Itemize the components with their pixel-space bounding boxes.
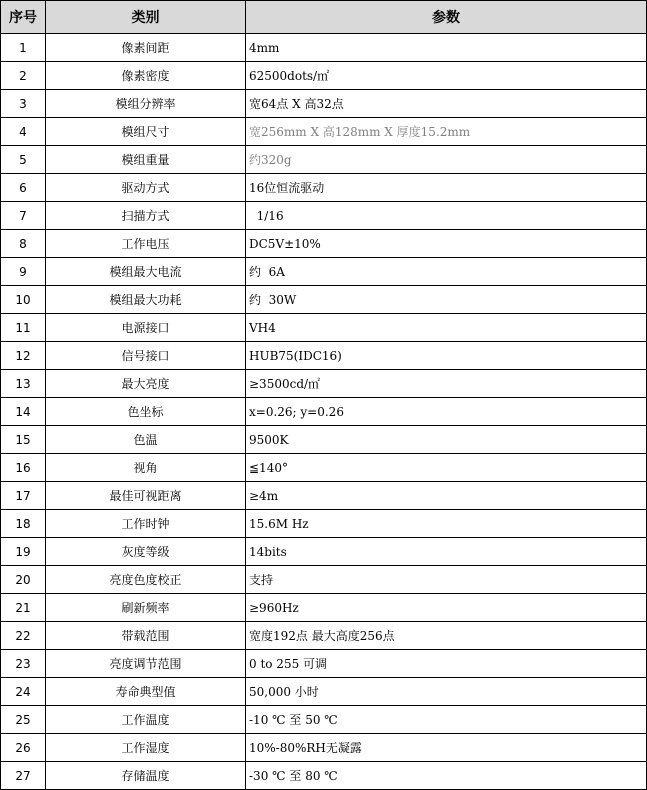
row-category: 灰度等级 [46, 538, 246, 566]
row-value: 宽度192点 最大高度256点 [246, 622, 647, 650]
row-index: 15 [1, 426, 46, 454]
row-value: HUB75(IDC16) [246, 342, 647, 370]
table-row [1, 62, 647, 90]
table-row [1, 174, 647, 202]
table-row [1, 762, 647, 790]
row-index: 16 [1, 454, 46, 482]
row-value: 约320g [246, 146, 647, 174]
row-value: 16位恒流驱动 [246, 174, 647, 202]
table-row [1, 650, 647, 678]
row-index: 14 [1, 398, 46, 426]
table-row [1, 90, 647, 118]
row-value: 10%-80%RH无凝露 [246, 734, 647, 762]
row-value: 支持 [246, 566, 647, 594]
table-row [1, 202, 647, 230]
row-index: 23 [1, 650, 46, 678]
row-value: 9500K [246, 426, 647, 454]
row-category: 信号接口 [46, 342, 246, 370]
table-row [1, 538, 647, 566]
table-row [1, 594, 647, 622]
row-index: 1 [1, 34, 46, 62]
row-category: 工作时钟 [46, 510, 246, 538]
row-category: 最佳可视距离 [46, 482, 246, 510]
row-value: ≥960Hz [246, 594, 647, 622]
row-value: 0 to 255 可调 [246, 650, 647, 678]
row-category: 模组尺寸 [46, 118, 246, 146]
table-row [1, 370, 647, 398]
row-index: 10 [1, 286, 46, 314]
table-row [1, 146, 647, 174]
row-index: 7 [1, 202, 46, 230]
row-value: ≦140° [246, 454, 647, 482]
row-category: 模组最大电流 [46, 258, 246, 286]
row-index: 18 [1, 510, 46, 538]
row-index: 27 [1, 762, 46, 790]
row-category: 视角 [46, 454, 246, 482]
row-index: 4 [1, 118, 46, 146]
table-row [1, 678, 647, 706]
row-category: 模组重量 [46, 146, 246, 174]
row-value: 1/16 [246, 202, 647, 230]
row-index: 25 [1, 706, 46, 734]
row-value: 15.6M Hz [246, 510, 647, 538]
row-category: 模组分辨率 [46, 90, 246, 118]
row-index: 13 [1, 370, 46, 398]
header-index: 序号 [1, 1, 46, 34]
row-index: 20 [1, 566, 46, 594]
row-category: 色坐标 [46, 398, 246, 426]
row-value: -30 ℃ 至 80 ℃ [246, 762, 647, 790]
row-value: x=0.26; y=0.26 [246, 398, 647, 426]
row-category: 亮度调节范围 [46, 650, 246, 678]
row-index: 5 [1, 146, 46, 174]
row-index: 17 [1, 482, 46, 510]
row-index: 21 [1, 594, 46, 622]
row-category: 模组最大功耗 [46, 286, 246, 314]
row-index: 9 [1, 258, 46, 286]
row-category: 最大亮度 [46, 370, 246, 398]
row-category: 亮度色度校正 [46, 566, 246, 594]
table-row [1, 398, 647, 426]
table-row [1, 314, 647, 342]
row-category: 扫描方式 [46, 202, 246, 230]
table-body [1, 34, 647, 790]
row-index: 6 [1, 174, 46, 202]
row-index: 8 [1, 230, 46, 258]
row-value: 宽256mm X 高128mm X 厚度15.2mm [246, 118, 647, 146]
row-index: 22 [1, 622, 46, 650]
row-index: 26 [1, 734, 46, 762]
table-row [1, 426, 647, 454]
row-category: 像素密度 [46, 62, 246, 90]
row-category: 寿命典型值 [46, 678, 246, 706]
table-row [1, 622, 647, 650]
row-value: 50,000 小时 [246, 678, 647, 706]
table-row [1, 734, 647, 762]
row-index: 3 [1, 90, 46, 118]
row-value: 14bits [246, 538, 647, 566]
row-value: ≥3500cd/㎡ [246, 370, 647, 398]
table-row [1, 706, 647, 734]
row-category: 带载范围 [46, 622, 246, 650]
row-category: 像素间距 [46, 34, 246, 62]
row-value: 宽64点 X 高32点 [246, 90, 647, 118]
table-row [1, 454, 647, 482]
row-value: 4mm [246, 34, 647, 62]
row-category: 存储温度 [46, 762, 246, 790]
table-row [1, 118, 647, 146]
row-category: 驱动方式 [46, 174, 246, 202]
row-value: 约 6A [246, 258, 647, 286]
table-row [1, 510, 647, 538]
table-row [1, 566, 647, 594]
table-row [1, 286, 647, 314]
row-category: 色温 [46, 426, 246, 454]
header-value: 参数 [246, 1, 647, 34]
table-row [1, 342, 647, 370]
table-row [1, 230, 647, 258]
row-index: 19 [1, 538, 46, 566]
row-index: 12 [1, 342, 46, 370]
table-row [1, 482, 647, 510]
row-index: 24 [1, 678, 46, 706]
header-row [1, 1, 647, 34]
row-index: 11 [1, 314, 46, 342]
row-value: DC5V±10% [246, 230, 647, 258]
row-value: 62500dots/㎡ [246, 62, 647, 90]
row-value: VH4 [246, 314, 647, 342]
table-row [1, 34, 647, 62]
row-value: 约 30W [246, 286, 647, 314]
row-category: 工作湿度 [46, 734, 246, 762]
table-header [1, 1, 647, 34]
row-category: 工作温度 [46, 706, 246, 734]
row-index: 2 [1, 62, 46, 90]
table-row [1, 258, 647, 286]
header-category: 类别 [46, 1, 246, 34]
row-category: 刷新频率 [46, 594, 246, 622]
row-category: 工作电压 [46, 230, 246, 258]
row-category: 电源接口 [46, 314, 246, 342]
row-value: -10 ℃ 至 50 ℃ [246, 706, 647, 734]
row-value: ≥4m [246, 482, 647, 510]
